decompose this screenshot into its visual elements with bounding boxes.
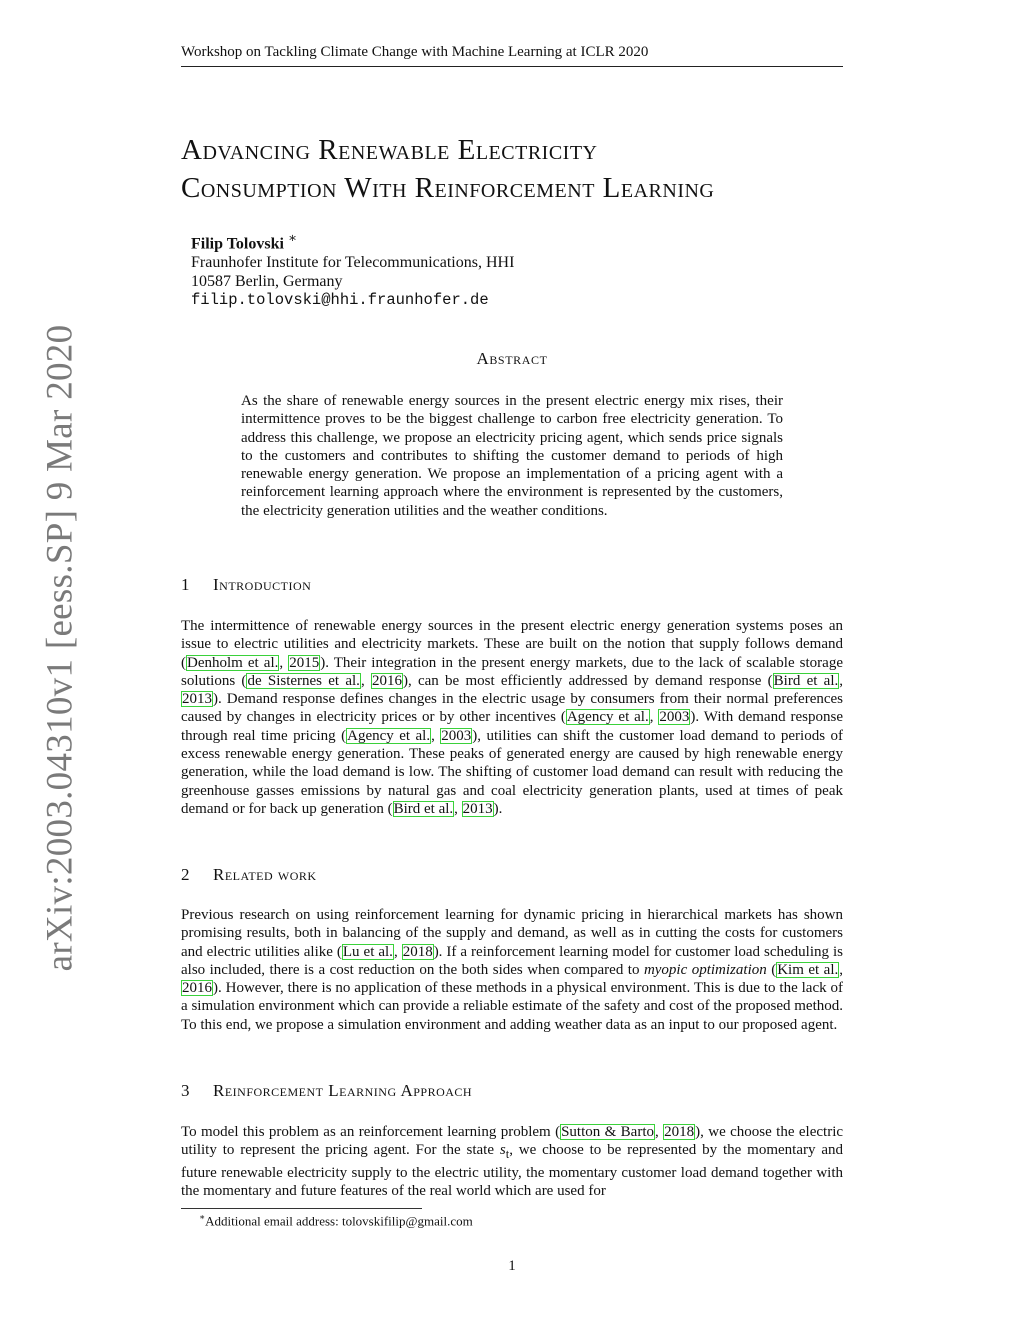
citation-link[interactable]: Bird et al. [393,800,454,817]
section-number: 3 [181,1081,190,1100]
section-title: Reinforcement Learning Approach [213,1081,473,1100]
related-work-paragraph: Previous research on using reinforcement learning for dynamic pricing in hierarchical markets has shown promising results, both in balancing of the supply and demand, as well as in cutting the costs for customers and electric utilities alike (Lu et al., 2018). If a reinforcement learning model for customer load scheduling is also included, there is a cost reduction on the both sides when compared to myopic optimization (Kim et al., 2016). However, there is no application of these methods in a physical environment. This is due to the lack of a simulation environment which can provide a reliable estimate of the safety and cost of the proposed method. To this end, we propose a simulation environment and adding weather data as an input to our proposed agent. [181,907,843,1033]
introduction-paragraph: The intermittence of renewable energy sources in the present electric energy generation systems poses an issue to electric utilities and electricity markets. These are built on the notion that supply follows demand (Denholm et al., 2015). Their integration in the present energy markets, due to the lack of scalable storage solutions (de Sisternes et al., 2016), can be most efficiently addressed by demand response (Bird et al., 2013). Demand response defines changes in the electric usage by consumers from their normal preferences caused by changes in electricity prices or by other incentives (Agency et al., 2003). With demand response through real time pricing (Agency et al., 2003), utilities can shift the customer load demand to periods of excess renewable energy generation. These peaks of generated energy are caused by high renewable energy generation, while the load demand is low. The shifting of customer load demand can result with reducing the greenhouse gasses emissions by natural gas and coal electricity generation plants, used at times of peak demand or for back up generation (Bird et al., 2013). [181,618,844,817]
section-2-heading [181,865,317,885]
abstract-body: As the share of renewable energy sources in the present electric energy mix rises, their intermittence proves to be the biggest challenge to carbon free electricity generation. To address this challenge, we propose an electricity pricing agent, which sends price signals to the customers and contributes to shifting the customer demand to periods of high renewable energy generation. We propose an implementation of a pricing agent with a reinforcement learning approach where the environment is represented by the customers, the electricity generation utilities and the weather conditions. [241,393,783,519]
citation-link[interactable]: Bird et al. [773,672,839,689]
citation-link[interactable]: Agency et al. [347,727,431,744]
footnote-marker: ∗ [199,1212,206,1222]
title-line-1: Advancing Renewable Electricity [181,134,598,166]
citation-link[interactable]: 2016 [371,672,402,689]
citation-link[interactable]: Kim et al. [777,961,839,978]
citation-link[interactable]: 2013 [182,691,212,708]
footnote-text: Additional email address: tolovskifilip@gmail.com [205,1213,473,1229]
author-address: 10587 Berlin, Germany [191,273,343,291]
citation-link[interactable]: Denholm et al. [187,654,279,671]
footnote [199,1209,473,1229]
citation-link[interactable]: Agency et al. [566,709,649,726]
paper-title [181,131,881,207]
section-number: 1 [181,575,190,594]
citation-link[interactable]: 2018 [402,943,433,960]
arxiv-identifier: arXiv:2003.04310v1 [eess.SP] 9 Mar 2020 [39,324,81,972]
running-header: Workshop on Tackling Climate Change with Machine Learning at ICLR 2020 [181,42,843,67]
citation-link[interactable]: 2016 [182,980,212,997]
page-number: 1 [508,1258,516,1274]
citation-link[interactable]: Sutton & Barto [561,1124,655,1140]
section-number: 2 [181,865,190,884]
citation-link[interactable]: 2015 [289,654,320,671]
citation-link[interactable]: 2013 [462,800,493,817]
section-1-heading [181,575,311,595]
state-variable-subscript: t [505,1147,510,1162]
emphasis: myopic optimization [643,961,767,978]
section-title: Related work [213,865,317,884]
citation-link[interactable]: Lu et al. [342,943,393,960]
approach-paragraph: To model this problem as an reinforcement learning problem (Sutton & Barto, 2018), we choose the electric utility to represent the pricing agent. For the state $s_t$, we choose to be represented by the momentary and future renewable electricity supply to the electric utility, the momentary customer load demand together with the momentary and future features of the real world which are used for [181,1124,844,1199]
author-name: Filip Tolovski [191,235,284,253]
author-affiliation: Fraunhofer Institute for Telecommunications, HHI [191,254,515,272]
title-line-2: Consumption With Reinforcement Learning [181,172,715,204]
citation-link[interactable]: de Sisternes et al. [247,672,360,689]
citation-link[interactable]: 2018 [664,1124,695,1140]
abstract-heading: Abstract [476,349,548,368]
author-email[interactable]: filip.tolovski@hhi.fraunhofer.de [191,291,489,310]
citation-link[interactable]: 2003 [441,727,472,744]
author-name-line [191,228,514,253]
section-3-heading [181,1081,472,1101]
state-variable: s [499,1142,506,1159]
section-title: Introduction [213,575,312,594]
author-block [191,228,514,310]
citation-link[interactable]: 2003 [659,709,690,726]
author-footnote-marker[interactable]: ∗ [287,230,297,245]
